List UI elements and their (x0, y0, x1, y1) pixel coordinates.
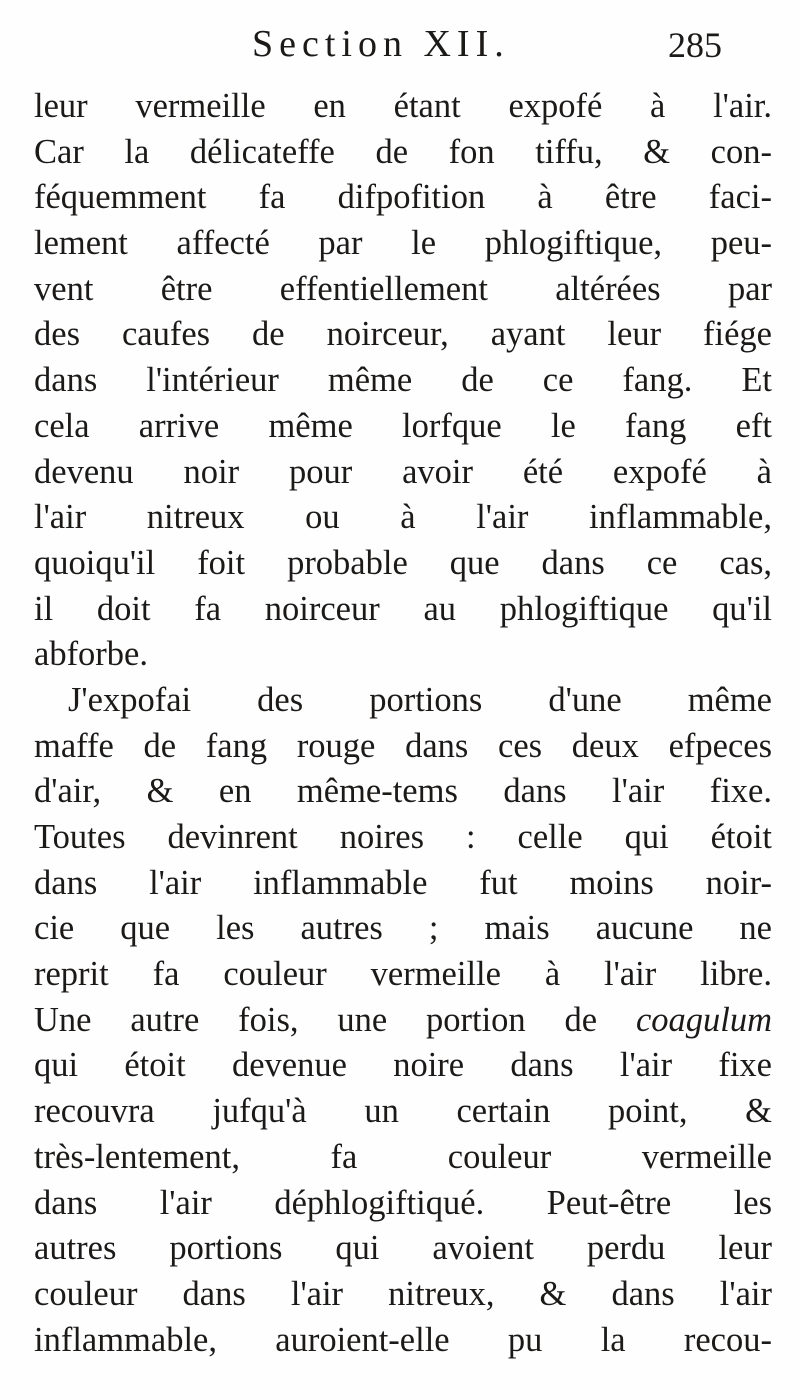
text-line: lement affecté par le phlogiftique, peu- (34, 224, 772, 263)
page-number: 285 (668, 25, 722, 65)
text-line: l'air nitreux ou à l'air inflammable, (34, 498, 772, 537)
text-line: dans l'air déphlogiftiqué. Peut-être les (34, 1183, 772, 1222)
text-line: Car la délicateffe de fon tiffu, & con- (34, 132, 772, 171)
text-line: très-lentement, fa couleur vermeille (34, 1137, 772, 1176)
text-line: dans l'air inflammable fut moins noir- (34, 863, 772, 902)
text-line: abforbe. (34, 635, 148, 674)
section-heading: Section XII. (252, 23, 510, 65)
text-line: il doit fa noirceur au phlogiftique qu'il (34, 589, 772, 628)
text-line: dans l'intérieur même de ce fang. Et (34, 361, 772, 400)
text-line: vent être effentiellement altérées par (34, 269, 772, 308)
text-line: reprit fa couleur vermeille à l'air libre. (34, 955, 772, 994)
text-line: qui étoit devenue noire dans l'air fixe (34, 1046, 772, 1085)
text-segment: Une autre fois, une portion de (34, 1000, 598, 1039)
text-line: inflammable, auroient-elle pu la recou- (34, 1320, 772, 1359)
text-line: quoiqu'il foit probable que dans ce cas, (34, 543, 772, 582)
text-line: recouvra jufqu'à un certain point, & (34, 1092, 772, 1131)
text-line: d'air, & en même-tems dans l'air fixe. (34, 772, 772, 811)
text-line-with-italic (34, 998, 772, 1044)
running-head (0, 22, 800, 74)
text-line: des caufes de noirceur, ayant leur fiége (34, 315, 772, 354)
text-line: cie que les autres ; mais aucune ne (34, 909, 772, 948)
text-line: féquemment fa difpofition à être faci- (34, 178, 772, 217)
text-line: maffe de fang rouge dans ces deux efpeces (34, 726, 772, 765)
text-line: couleur dans l'air nitreux, & dans l'air (34, 1274, 772, 1313)
text-line: cela arrive même lorfque le fang eft (34, 406, 772, 445)
text-line: leur vermeille en étant expofé à l'air. (34, 87, 772, 125)
text-line: devenu noir pour avoir été expofé à (34, 452, 772, 491)
italic-term: coagulum (635, 1000, 773, 1039)
paragraph-start-line: J'expofai des portions d'une même (68, 680, 772, 719)
text-line: autres portions qui avoient perdu leur (34, 1229, 772, 1268)
text-line: Toutes devinrent noires : celle qui étoit (34, 818, 772, 856)
body-text (34, 84, 772, 1363)
